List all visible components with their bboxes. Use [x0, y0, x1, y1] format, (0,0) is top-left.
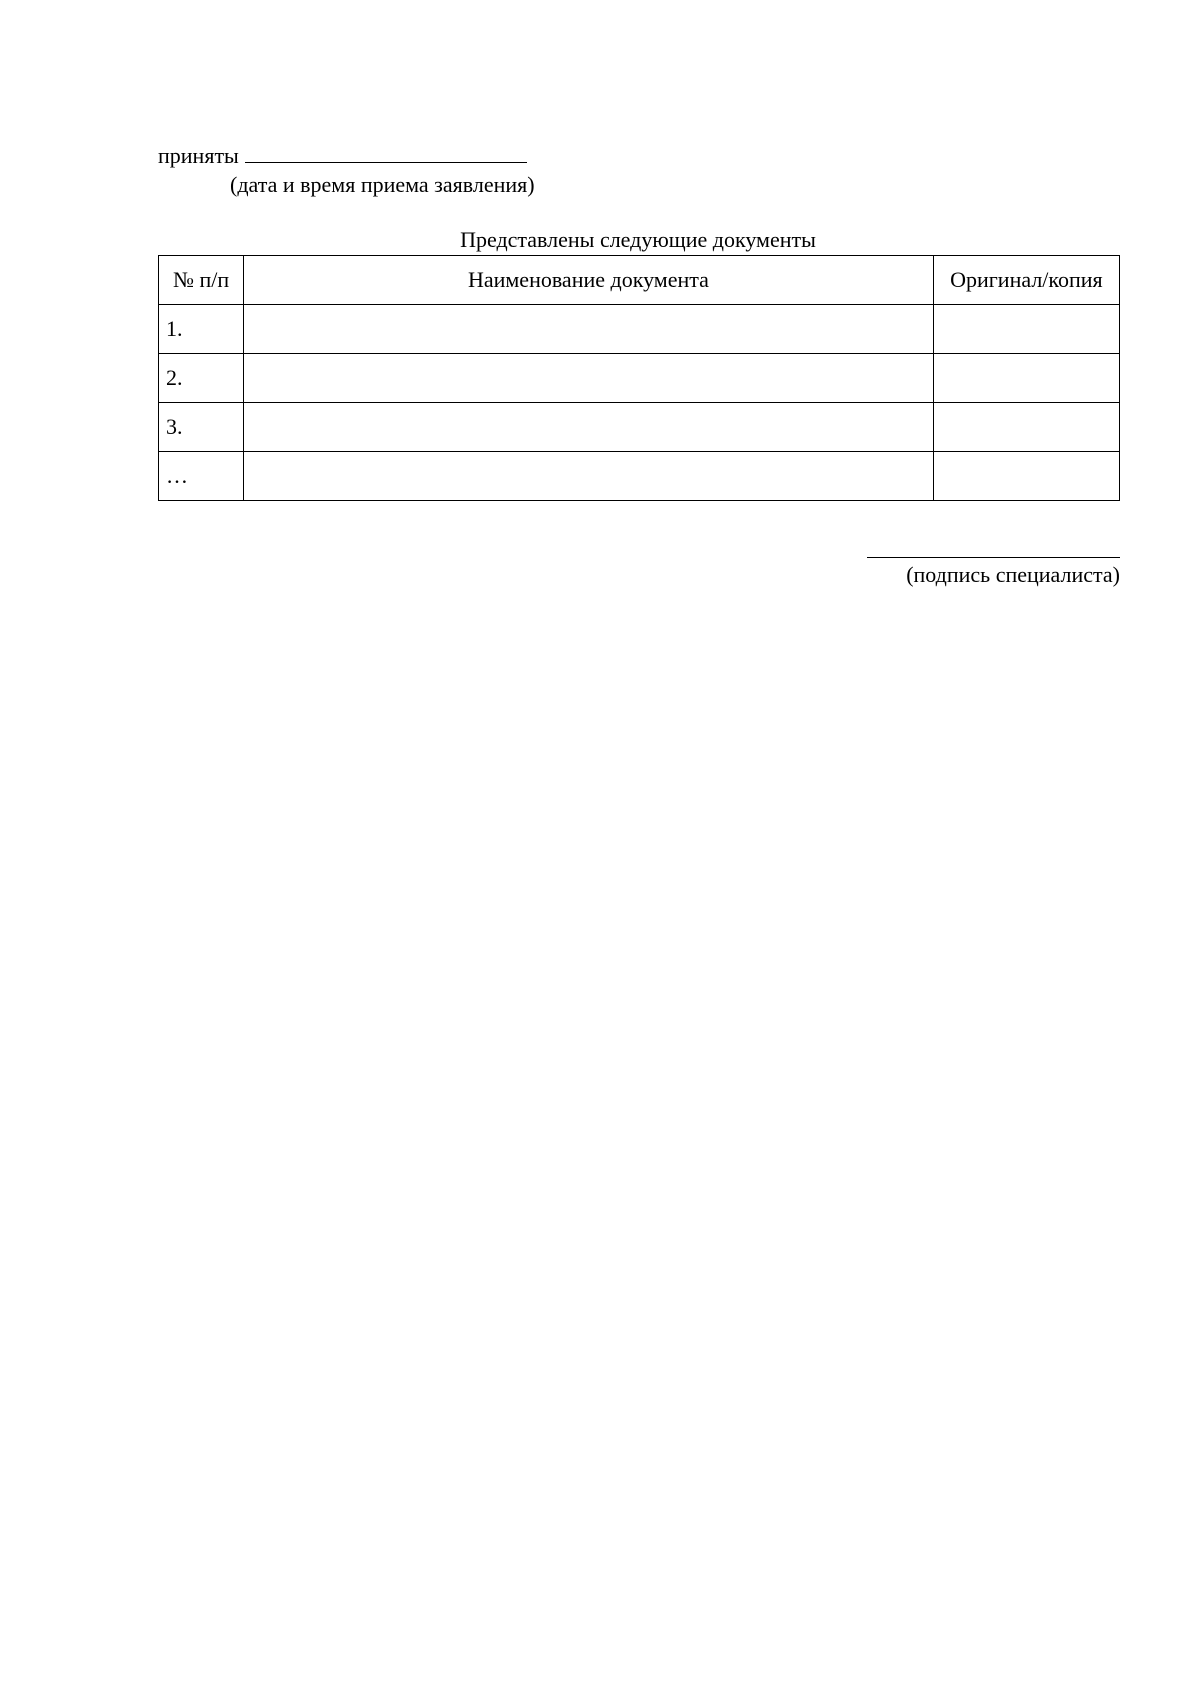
datetime-caption: (дата и время приема заявления): [230, 172, 535, 197]
documents-table-caption: Представлены следующие документы: [460, 227, 816, 252]
row-original-copy[interactable]: [933, 305, 1119, 354]
table-row: [159, 403, 1120, 452]
row-original-copy[interactable]: [933, 452, 1119, 501]
table-row: [159, 305, 1120, 354]
table-header-row: [159, 256, 1120, 305]
row-document-name[interactable]: [244, 403, 934, 452]
row-number: …: [159, 452, 244, 501]
table-row: [159, 452, 1120, 501]
row-number: 1.: [159, 305, 244, 354]
row-original-copy[interactable]: [933, 354, 1119, 403]
header-document-name: Наименование документа: [244, 256, 934, 305]
row-number: 3.: [159, 403, 244, 452]
received-line: [158, 142, 527, 169]
header-original-copy: Оригинал/копия: [933, 256, 1119, 305]
documents-table: [158, 255, 1120, 501]
row-original-copy[interactable]: [933, 403, 1119, 452]
signature-line[interactable]: [867, 557, 1120, 558]
received-datetime-blank[interactable]: [245, 142, 527, 163]
row-document-name[interactable]: [244, 305, 934, 354]
row-document-name[interactable]: [244, 354, 934, 403]
signature-caption: (подпись специалиста): [906, 562, 1120, 587]
table-row: [159, 354, 1120, 403]
header-number: № п/п: [159, 256, 244, 305]
row-document-name[interactable]: [244, 452, 934, 501]
received-label: приняты: [158, 143, 239, 168]
row-number: 2.: [159, 354, 244, 403]
